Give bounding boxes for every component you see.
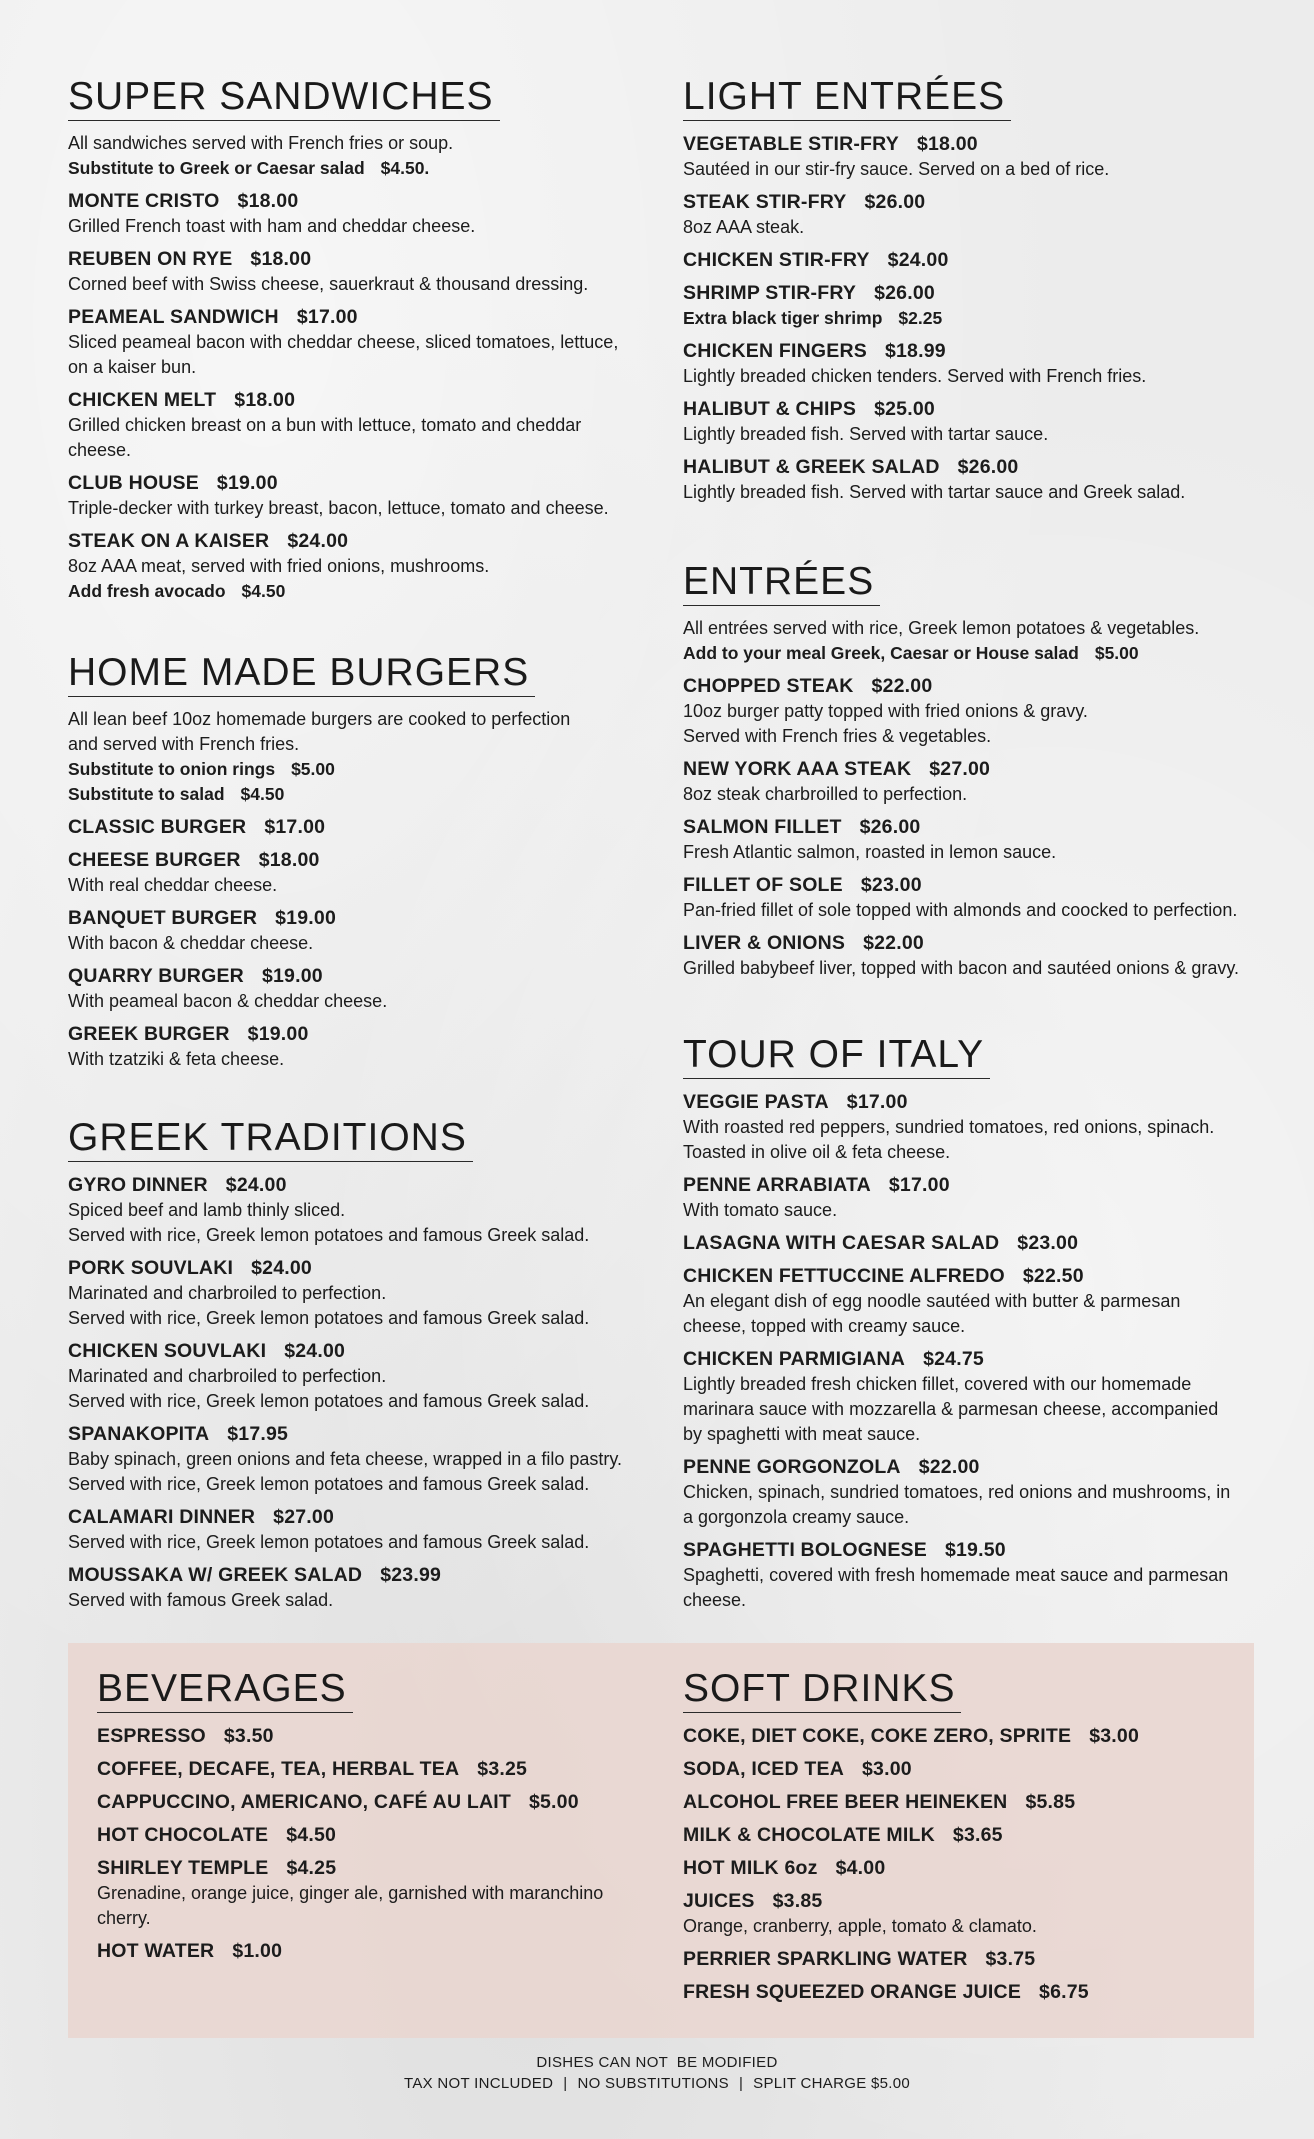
menu-item <box>68 905 588 956</box>
item-price: $3.50 <box>223 1725 274 1748</box>
menu-item <box>97 1756 637 1782</box>
item-description: With bacon & cheddar cheese. <box>68 933 314 954</box>
item-price: $17.00 <box>296 306 358 329</box>
menu-item <box>683 814 1283 865</box>
item-description: With tomato sauce. <box>683 1200 838 1221</box>
item-price: $24.75 <box>923 1348 984 1371</box>
item-description: Grilled babybeef liver, topped with bacon and sautéed onions & gravy. <box>683 958 1240 979</box>
section-tour-of-italy <box>683 1034 1238 1613</box>
item-description: With real cheddar cheese. <box>68 875 278 896</box>
item-price: $18.00 <box>250 248 312 271</box>
item-name: MONTE CRISTO <box>68 190 220 213</box>
item-description: With peameal bacon & cheddar cheese. <box>68 991 388 1012</box>
item-price: $24.00 <box>251 1257 312 1280</box>
item-description: Spiced beef and lamb thinly sliced. <box>68 1200 346 1221</box>
item-name: CHICKEN PARMIGIANA <box>683 1348 906 1371</box>
item-name: COKE, DIET COKE, COKE ZERO, SPRITE <box>683 1725 1072 1748</box>
item-description: Orange, cranberry, apple, tomato & clamato. <box>683 1916 1037 1937</box>
substitute-price: $5.00 <box>291 759 335 780</box>
section-title: SUPER SANDWICHES <box>68 76 500 121</box>
substitute-note <box>68 156 638 181</box>
item-name: ALCOHOL FREE BEER HEINEKEN <box>683 1791 1008 1814</box>
footer-line-modifications: DISHES CAN NOT BE MODIFIED <box>536 2054 778 2071</box>
item-price: $19.00 <box>216 472 278 495</box>
item-name: REUBEN ON RYE <box>68 248 233 271</box>
item-description: With tzatziki & feta cheese. <box>68 1049 285 1070</box>
item-name: PERRIER SPARKLING WATER <box>683 1948 968 1971</box>
item-name: STEAK STIR-FRY <box>683 191 847 214</box>
menu-item <box>97 1855 637 1931</box>
item-price: $17.95 <box>227 1423 289 1446</box>
item-description: Fresh Atlantic salmon, roasted in lemon sauce. <box>683 842 1057 863</box>
item-price: $3.00 <box>861 1758 912 1781</box>
menu-item <box>683 1537 1238 1613</box>
footer-substitution-note: NO SUBSTITUTIONS <box>577 2075 729 2092</box>
item-description: With roasted red peppers, sundried tomatoes, red onions, spinach. Toasted in olive oil & feta cheese. <box>683 1117 1215 1163</box>
menu-item <box>97 1938 637 1964</box>
substitute-price: $4.50. <box>380 158 430 179</box>
menu-item <box>68 1255 648 1331</box>
item-price: $26.00 <box>874 282 935 305</box>
menu-item <box>683 1888 1243 1939</box>
item-name: QUARRY BURGER <box>68 965 244 988</box>
item-description-served: Served with French fries & vegetables. <box>683 726 992 747</box>
menu-item <box>683 930 1283 981</box>
item-price: $4.00 <box>835 1857 886 1880</box>
item-price: $17.00 <box>264 816 326 839</box>
menu-item <box>683 1089 1238 1165</box>
section-intro: All lean beef 10oz homemade burgers are cooked to perfection and served with French fries. <box>68 709 571 755</box>
footer-notes <box>0 2052 1314 2094</box>
item-price: $23.99 <box>380 1564 442 1587</box>
item-price: $19.00 <box>275 907 336 930</box>
substitute-label: Add to your meal Greek, Caesar or House salad <box>683 643 1079 664</box>
item-price: $23.00 <box>860 874 922 897</box>
section-intro: All entrées served with rice, Greek lemon potatoes & vegetables. <box>683 618 1200 639</box>
item-name: CHICKEN SOUVLAKI <box>68 1340 267 1363</box>
section-soft-drinks <box>683 1668 1243 2005</box>
item-name: PENNE ARRABIATA <box>683 1174 871 1197</box>
menu-item <box>68 847 588 898</box>
section-title: BEVERAGES <box>97 1668 353 1713</box>
item-price: $17.00 <box>846 1091 908 1114</box>
substitute-price: $4.50 <box>240 784 285 805</box>
menu-item <box>683 1230 1238 1256</box>
menu-item <box>683 1454 1238 1530</box>
item-name: CHOPPED STEAK <box>683 675 854 698</box>
section-title: HOME MADE BURGERS <box>68 652 535 697</box>
item-price: $24.00 <box>225 1174 287 1197</box>
item-description: 10oz burger patty topped with fried onions & gravy. <box>683 701 1088 722</box>
footer-line-policies <box>0 2073 1314 2094</box>
item-price: $19.00 <box>261 965 323 988</box>
menu-item <box>683 131 1283 182</box>
item-price: $4.25 <box>286 1857 337 1880</box>
item-name: FRESH SQUEEZED ORANGE JUICE <box>683 1981 1022 2004</box>
item-price: $27.00 <box>929 758 991 781</box>
item-price: $22.00 <box>871 675 933 698</box>
item-price: $26.00 <box>864 191 926 214</box>
menu-item <box>683 338 1283 389</box>
item-name: CHEESE BURGER <box>68 849 241 872</box>
substitute-note <box>683 641 1283 666</box>
menu-item <box>683 1346 1238 1447</box>
item-description: Spaghetti, covered with fresh homemade meat sauce and parmesan cheese. <box>683 1565 1229 1611</box>
item-name: MOUSSAKA W/ GREEK SALAD <box>68 1564 363 1587</box>
item-price: $26.00 <box>859 816 921 839</box>
item-name: SPAGHETTI BOLOGNESE <box>683 1539 927 1562</box>
item-price: $23.00 <box>1017 1232 1079 1255</box>
substitute-label: Substitute to onion rings <box>68 759 276 780</box>
item-name: SPANAKOPITA <box>68 1423 210 1446</box>
item-description: Served with rice, Greek lemon potatoes and famous Greek salad. <box>68 1532 590 1553</box>
menu-item <box>683 1979 1243 2005</box>
menu-item <box>683 1946 1243 1972</box>
item-price: $3.25 <box>477 1758 528 1781</box>
item-description: Baby spinach, green onions and feta cheese, wrapped in a filo pastry. <box>68 1449 623 1470</box>
section-intro: All sandwiches served with French fries or soup. <box>68 133 454 154</box>
item-description: Chicken, spinach, sundried tomatoes, red onions and mushrooms, in a gorgonzola creamy sauce. <box>683 1482 1231 1528</box>
item-price: $3.85 <box>772 1890 823 1913</box>
item-name: PENNE GORGONZOLA <box>683 1456 901 1479</box>
menu-item <box>68 1172 648 1248</box>
menu-item <box>683 1855 1243 1881</box>
item-name: CHICKEN MELT <box>68 389 217 412</box>
item-description: Lightly breaded chicken tenders. Served with French fries. <box>683 366 1147 387</box>
substitute-note <box>68 782 588 807</box>
section-title: TOUR OF ITALY <box>683 1034 990 1079</box>
section-title: GREEK TRADITIONS <box>68 1117 473 1162</box>
menu-item <box>68 1562 648 1613</box>
item-name: GREEK BURGER <box>68 1023 230 1046</box>
item-price: $18.00 <box>237 190 299 213</box>
item-name: HOT WATER <box>97 1940 215 1963</box>
substitute-note <box>68 757 588 782</box>
menu-item <box>97 1822 637 1848</box>
item-name: CALAMARI DINNER <box>68 1506 256 1529</box>
item-description: Lightly breaded fish. Served with tartar sauce and Greek salad. <box>683 482 1186 503</box>
item-price: $18.00 <box>916 133 978 156</box>
item-description: An elegant dish of egg noodle sautéed with butter & parmesan cheese, topped with creamy sauce. <box>683 1291 1181 1337</box>
menu-item <box>683 872 1283 923</box>
menu-item <box>68 1421 648 1497</box>
item-description: Marinated and charbroiled to perfection. <box>68 1283 387 1304</box>
item-name: SALMON FILLET <box>683 816 842 839</box>
menu-item <box>683 454 1283 505</box>
menu-item <box>683 396 1283 447</box>
footer-separator: | <box>563 2075 568 2092</box>
item-name: FILLET OF SOLE <box>683 874 843 897</box>
menu-item <box>68 1338 648 1414</box>
menu-item <box>68 814 588 840</box>
item-addon <box>68 579 638 604</box>
item-price: $27.00 <box>273 1506 334 1529</box>
item-price: $5.85 <box>1025 1791 1076 1814</box>
item-price: $22.00 <box>863 932 924 955</box>
item-price: $22.00 <box>918 1456 980 1479</box>
menu-item <box>683 1172 1238 1223</box>
item-price: $19.50 <box>944 1539 1006 1562</box>
item-price: $18.00 <box>234 389 296 412</box>
item-description: Sautéed in our stir-fry sauce. Served on a bed of rice. <box>683 159 1110 180</box>
item-description: Grilled chicken breast on a bun with lettuce, tomato and cheddar cheese. <box>68 415 582 461</box>
item-name: CAPPUCCINO, AMERICANO, CAFÉ AU LAIT <box>97 1791 511 1814</box>
item-price: $24.00 <box>287 530 349 553</box>
item-name: SODA, ICED TEA <box>683 1758 844 1781</box>
menu-item <box>68 963 588 1014</box>
addon-label: Add fresh avocado <box>68 581 226 602</box>
item-description: Corned beef with Swiss cheese, sauerkraut & thousand dressing. <box>68 274 589 295</box>
item-description: Triple-decker with turkey breast, bacon, lettuce, tomato and cheese. <box>68 498 609 519</box>
item-name: HOT CHOCOLATE <box>97 1824 269 1847</box>
item-price: $3.75 <box>985 1948 1036 1971</box>
item-description: Lightly breaded fresh chicken fillet, covered with our homemade marinara sauce with mozzarella & parmesan cheese, accompanied by spaghetti with meat sauce. <box>683 1374 1219 1445</box>
item-name: CHICKEN STIR-FRY <box>683 249 870 272</box>
item-name: ESPRESSO <box>97 1725 206 1748</box>
item-name: BANQUET BURGER <box>68 907 258 930</box>
item-name: VEGETABLE STIR-FRY <box>683 133 899 156</box>
menu-item <box>683 1822 1243 1848</box>
menu-item <box>683 247 1283 273</box>
section-title: ENTRÉES <box>683 561 880 606</box>
footer-separator: | <box>738 2075 744 2092</box>
item-name: CHICKEN FINGERS <box>683 340 867 363</box>
item-price: $18.99 <box>884 340 946 363</box>
item-name: PEAMEAL SANDWICH <box>68 306 279 329</box>
item-description: Served with famous Greek salad. <box>68 1590 334 1611</box>
menu-item <box>68 528 638 604</box>
section-title: SOFT DRINKS <box>683 1668 961 1713</box>
footer-split-charge-note: SPLIT CHARGE $5.00 <box>753 2075 910 2092</box>
section-light-entrees <box>683 76 1283 505</box>
item-name: HALIBUT & CHIPS <box>683 398 857 421</box>
item-description: Grilled French toast with ham and cheddar cheese. <box>68 216 476 237</box>
substitute-label: Substitute to salad <box>68 784 225 805</box>
item-description: Grenadine, orange juice, ginger ale, garnished with maranchino cherry. <box>97 1883 604 1929</box>
section-super-sandwiches <box>68 76 638 604</box>
item-description: Marinated and charbroiled to perfection. <box>68 1366 387 1387</box>
item-description-served: Served with rice, Greek lemon potatoes and famous Greek salad. <box>68 1308 590 1329</box>
menu-item <box>68 246 638 297</box>
item-name: HOT MILK 6oz <box>683 1857 818 1880</box>
item-price: $25.00 <box>874 398 935 421</box>
item-price: $24.00 <box>284 1340 346 1363</box>
menu-item <box>683 1756 1243 1782</box>
item-name: GYRO DINNER <box>68 1174 208 1197</box>
item-price: $3.00 <box>1089 1725 1139 1748</box>
substitute-label: Substitute to Greek or Caesar salad <box>68 158 365 179</box>
item-price: $22.50 <box>1022 1265 1084 1288</box>
menu-item <box>683 1789 1243 1815</box>
menu-item <box>683 1723 1243 1749</box>
menu-item <box>683 1263 1238 1339</box>
item-name: MILK & CHOCOLATE MILK <box>683 1824 935 1847</box>
section-greek-traditions <box>68 1117 648 1613</box>
item-price: $19.00 <box>247 1023 309 1046</box>
addon-price: $2.25 <box>898 308 943 329</box>
menu-item <box>97 1723 637 1749</box>
item-name: JUICES <box>683 1890 755 1913</box>
section-entrees <box>683 561 1283 981</box>
menu-item <box>683 280 1283 331</box>
item-price: $1.00 <box>232 1940 283 1963</box>
menu-item <box>68 1021 588 1072</box>
item-description: Sliced peameal bacon with cheddar cheese, sliced tomatoes, lettuce, on a kaiser bun. <box>68 332 619 378</box>
menu-item <box>683 673 1283 749</box>
item-name: PORK SOUVLAKI <box>68 1257 234 1280</box>
item-name: NEW YORK AAA STEAK <box>683 758 912 781</box>
addon-price: $4.50 <box>241 581 286 602</box>
item-name: LIVER & ONIONS <box>683 932 846 955</box>
item-name: CLUB HOUSE <box>68 472 199 495</box>
item-price: $18.00 <box>258 849 320 872</box>
menu-item <box>68 188 638 239</box>
item-name: LASAGNA WITH CAESAR SALAD <box>683 1232 1000 1255</box>
menu-item <box>683 189 1283 240</box>
item-description: Pan-fried fillet of sole topped with almonds and coocked to perfection. <box>683 900 1238 921</box>
item-price: $17.00 <box>888 1174 950 1197</box>
item-name: SHIRLEY TEMPLE <box>97 1857 269 1880</box>
menu-item <box>68 470 638 521</box>
item-name: STEAK ON A KAISER <box>68 530 270 553</box>
item-price: $5.00 <box>528 1791 579 1814</box>
menu-item <box>68 1504 648 1555</box>
item-description-served: Served with rice, Greek lemon potatoes and famous Greek salad. <box>68 1474 590 1495</box>
item-price: $24.00 <box>887 249 949 272</box>
item-addon <box>683 306 1283 331</box>
item-description: 8oz steak charbroilled to perfection. <box>683 784 968 805</box>
item-price: $26.00 <box>957 456 1019 479</box>
item-description-served: Served with rice, Greek lemon potatoes and famous Greek salad. <box>68 1391 590 1412</box>
item-price: $6.75 <box>1039 1981 1089 2004</box>
item-name: HALIBUT & GREEK SALAD <box>683 456 940 479</box>
item-name: CHICKEN FETTUCCINE ALFREDO <box>683 1265 1005 1288</box>
addon-label: Extra black tiger shrimp <box>683 308 883 329</box>
substitute-price: $5.00 <box>1094 643 1139 664</box>
footer-tax-note: TAX NOT INCLUDED <box>403 2075 554 2092</box>
item-name: COFFEE, DECAFE, TEA, HERBAL TEA <box>97 1758 460 1781</box>
item-description-served: Served with rice, Greek lemon potatoes and famous Greek salad. <box>68 1225 590 1246</box>
item-description: 8oz AAA steak. <box>683 217 805 238</box>
menu-item <box>68 387 638 463</box>
item-description: Lightly breaded fish. Served with tartar sauce. <box>683 424 1049 445</box>
item-name: SHRIMP STIR-FRY <box>683 282 857 305</box>
menu-item <box>97 1789 637 1815</box>
item-price: $3.65 <box>952 1824 1003 1847</box>
item-description: 8oz AAA meat, served with fried onions, mushrooms. <box>68 556 490 577</box>
section-title: LIGHT ENTRÉES <box>683 76 1011 121</box>
section-beverages <box>97 1668 637 1964</box>
item-name: VEGGIE PASTA <box>683 1091 829 1114</box>
menu-item <box>68 304 638 380</box>
menu-item <box>683 756 1283 807</box>
item-price: $4.50 <box>286 1824 337 1847</box>
item-name: CLASSIC BURGER <box>68 816 247 839</box>
section-home-made-burgers <box>68 652 588 1072</box>
